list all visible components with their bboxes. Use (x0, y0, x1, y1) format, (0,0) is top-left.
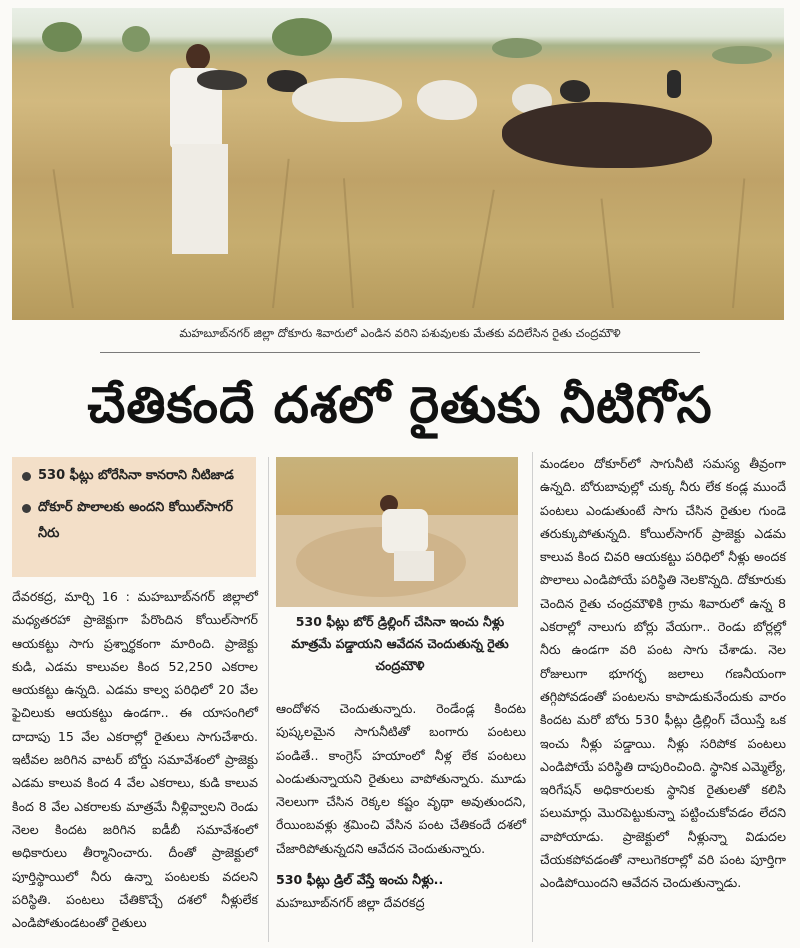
highlights-box (12, 457, 256, 577)
main-photo (12, 8, 784, 320)
column-divider (268, 457, 269, 942)
article-column-3: మండలం దోకూర్‌లో సాగునీటి సమస్య తీవ్రంగా ఉన్నది. బోరుబావుల్లో చుక్క నీరు లేక కండ్ల ముందే పంటలు ఎండుతుంటే సాగు చేసిన రైతుల గుండె తరుక్కుపోతున్నది. కోయిల్‌సాగర్ ప్రాజెక్టు ఎడమ కాలువ కింద చివరి ఆయకట్టు పరిధిలో నీళ్లు అందక పొలాలు ఎండిపోయే పరిస్థితి నెలకొన్నది. దోకూరుకు చెందిన రైతు చంద్రమౌళికి గ్రామ శివారులో ఉన్న 8 ఎకరాల్లో నాలుగు బోర్లు వేయగా.. రెండు బోర్లల్లో నీరు ఉండగా వరి పంట సాగు చేశాడు. నెల రోజులుగా భూగర్భ జలాలు గణనీయంగా తగ్గిపోవడంతో పంటలను కాపాడుకునేందుకు వారం కిందట మరో బోరు 530 ఫీట్లు డ్రిల్లింగ్ చేయిస్తే ఒక ఇంచు నీళ్లు పడ్డాయి. నీళ్లు సరిపోక పంటలు ఎండిపోయే పరిస్థితి దాపురించింది. స్థానిక ఎమ్మెల్యే, ఇరిగేషన్ అధికారులకు స్థానిక రైతులతో కలిసి పలుమార్లు మొరపెట్టుకున్నా పట్టించుకోవడం లేదని వాపోయాడు. ప్రాజెక్టులో నీళ్లున్నా విడుదల చేయకపోవడంతో నాలుగెకరాల్లో వరి పంట పూర్తిగా ఎండిపోయిందని ఆవేదన చెందుతున్నాడు. (540, 456, 786, 891)
article-column-1: దేవరకద్ర, మార్చి 16 : మహబూబ్‌నగర్ జిల్లాలో మధ్యతరహా ప్రాజెక్టుగా పేరొందిన కోయిల్‌సాగర్ ఆయకట్టు సాగు ప్రశ్నార్థకంగా మారింది. ప్రాజెక్టు కుడి, ఎడమ కాలువల కింద 52,250 ఎకరాల ఆయకట్టు ఉన్నది. ఎడమ కాల్వ పరిధిలో 20 వేల ఫైచిలుకు ఆయకట్టు ఉండగా.. ఈ యాసంగిలో దాదాపు 15 వేల ఎకరాల్లో రైతులు సాగుచేశారు. ఇటీవల జరిగిన వాటర్ బోర్డు సమావేశంలో ప్రాజెక్టు ఎడమ కాలువ కింద 4 వేల ఎకరాలు, కుడి కాలువ కింద 8 వేల ఎకరాలకు మాత్రమే నీళ్లివ్వాలని రెండు నెలల కిందట జరిగిన ఐడీబీ సమావేశంలో అధికారులు తీర్మానించారు. దీంతో ప్రాజెక్టులో పూర్తిస్థాయిలో నీరు ఉన్నా పంటలకు వదలని పరిస్థితి. పంటలు చేతికొచ్చే దశలో నీళ్లులేక ఎండిపోతుండటంతో రైతులు (12, 589, 258, 931)
small-photo (276, 457, 518, 607)
highlight-text: 530 ఫీట్లు బోరేసినా కానరాని నీటిజాడ (38, 468, 234, 483)
photo-caption: మహబూబ్‌నగర్ జిల్లా దోకూరు శివారులో ఎండిన వరిని పశువులకు మేతకు వదిలేసిన రైతు చంద్రమౌళి (179, 326, 621, 340)
farmer-figure (376, 495, 436, 585)
caption-rule (100, 352, 700, 353)
highlight-item (20, 463, 248, 489)
bullet-icon (22, 504, 31, 513)
bullet-icon (22, 472, 31, 481)
article-column-2 (276, 697, 526, 915)
column-2-tail: మహబూబ్‌నగర్ జిల్లా దేవరకద్ర (276, 895, 425, 911)
headline: చేతికందే దశలో రైతుకు నీటిగోస (87, 376, 713, 434)
column-divider (532, 452, 533, 942)
highlight-item (20, 495, 248, 547)
highlight-text: దోకూర్ పొలాలకు అందని కోయిల్‌సాగర్ నీరు (38, 500, 233, 541)
small-photo-caption: 530 ఫీట్లు బోర్ డ్రిల్లింగ్ చేసినా ఇంచు నీళ్లు మాత్రమే పడ్డాయని ఆవేదన చెందుతున్న రైతు చంద్రమౌళి (291, 614, 509, 673)
column-2-subhead: 530 ఫీట్లు డ్రిల్ వేస్తే ఇంచు నీళ్లు.. (276, 872, 444, 888)
column-2-body: ఆందోళన చెందుతున్నారు. రెండేండ్ల కిందట పుష్కలమైన సాగునీటితో బంగారు పంటలు పండితే.. కాంగ్రెస్ హయాంలో నీళ్ల లేక పంటలు ఎండుతున్నాయని రైతులు వాపోతున్నారు. మూడు నెలలుగా చేసిన రెక్కల కష్టం వృథా అవుతుందని, రేయింబవళ్లు శ్రమించి వేసిన పంట చేతికందే దశలో చేజారిపోతున్నదని ఆవేదన చెందుతున్నారు. (276, 701, 526, 856)
